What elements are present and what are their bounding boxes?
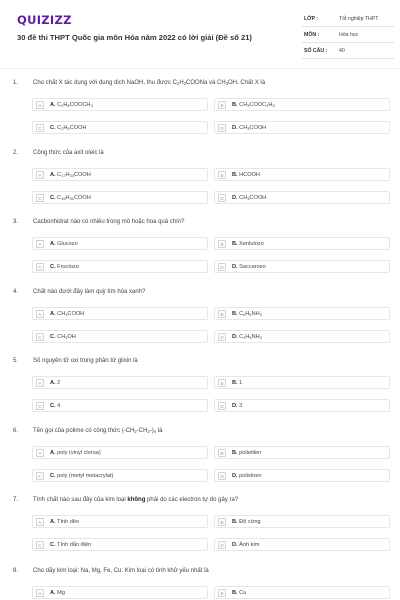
option-text: C. Fructozo [50, 264, 79, 270]
option-c[interactable] [32, 191, 208, 204]
option-text: A. Mg [50, 590, 65, 596]
question-text: Tên gọi của polime có công thức $(-CH_2-CH_2-)_n$ là [33, 428, 163, 434]
option-letter: A [36, 240, 44, 248]
option-letter: D [218, 402, 226, 410]
question-number: 5. [13, 358, 19, 364]
option-text: A. $C_{17}H_{33}COOH$ [50, 172, 91, 178]
option-a[interactable] [32, 586, 208, 599]
question-number: 7. [13, 497, 19, 503]
question-text: Cho chất X tác dụng với dung dịch NaOH, thu được $C_2H_3COONa$ và $CH_3OH$. Chất X là [33, 80, 266, 86]
option-letter: C [36, 263, 44, 271]
option-text: C. $CH_3OH$ [50, 334, 76, 340]
option-letter: B [218, 518, 226, 526]
question-number: 1. [13, 80, 19, 86]
option-text: B. Cu [232, 590, 247, 596]
option-letter: C [36, 194, 44, 202]
option-text: B. 1 [232, 380, 243, 386]
option-d[interactable] [214, 469, 390, 482]
option-b[interactable] [214, 168, 390, 181]
option-letter: D [218, 541, 226, 549]
option-letter: D [218, 194, 226, 202]
meta-value: 40 [339, 48, 345, 54]
question-number: 4. [13, 289, 19, 295]
meta-label: MÔN : [304, 32, 320, 38]
option-letter: A [36, 518, 44, 526]
option-letter: A [36, 310, 44, 318]
option-letter: B [218, 449, 226, 457]
option-c[interactable] [32, 399, 208, 412]
option-text: A. Glucozo [50, 241, 78, 247]
option-text: A. Tính dẻo [50, 519, 80, 525]
option-text: C. Tính dẫn điện [50, 542, 92, 548]
option-letter: B [218, 310, 226, 318]
quizizz-logo: QUIZIZZ [17, 13, 72, 27]
worksheet-header [0, 0, 400, 66]
option-text: B. $C_6H_5NH_2$ [232, 311, 262, 317]
option-letter: D [218, 124, 226, 132]
option-b[interactable] [214, 446, 390, 459]
question-number: 3. [13, 219, 19, 225]
option-letter: A [36, 101, 44, 109]
option-text: D. $C_2H_5NH_2$ [232, 334, 262, 340]
meta-row-subject [302, 27, 394, 43]
option-text: B. HCOOH [232, 172, 260, 178]
option-text: C. $C_2H_5COOH$ [50, 125, 87, 131]
option-letter: B [218, 171, 226, 179]
option-letter: A [36, 171, 44, 179]
meta-value: Tốt nghiệp THPT [339, 16, 379, 22]
option-text: B. polietilen [232, 450, 262, 456]
option-text: D. 3 [232, 403, 243, 409]
option-b[interactable] [214, 586, 390, 599]
option-b[interactable] [214, 307, 390, 320]
question-number: 2. [13, 150, 19, 156]
option-d[interactable] [214, 399, 390, 412]
meta-value: Hóa học [339, 32, 359, 38]
question-text: Công thức của axit oleic là [33, 150, 104, 156]
option-text: D. $CH_3COOH$ [232, 195, 267, 201]
option-text: B. Độ cứng [232, 519, 261, 525]
option-a[interactable] [32, 168, 208, 181]
option-d[interactable] [214, 538, 390, 551]
option-text: D. Saccarozo [232, 264, 266, 270]
option-text: C. 4 [50, 403, 61, 409]
option-text: D. Ánh kim [232, 542, 260, 548]
option-letter: C [36, 402, 44, 410]
meta-label: SỐ CÂU : [304, 48, 328, 54]
option-a[interactable] [32, 376, 208, 389]
option-letter: D [218, 263, 226, 271]
option-letter: A [36, 589, 44, 597]
option-letter: D [218, 333, 226, 341]
option-d[interactable] [214, 260, 390, 273]
option-b[interactable] [214, 376, 390, 389]
option-letter: C [36, 124, 44, 132]
option-a[interactable] [32, 446, 208, 459]
option-letter: C [36, 472, 44, 480]
option-a[interactable] [32, 98, 208, 111]
option-text: B. $CH_3COOC_2H_5$ [232, 102, 275, 108]
header-divider [0, 68, 400, 69]
option-a[interactable] [32, 515, 208, 528]
option-text: C. $C_{15}H_{31}COOH$ [50, 195, 91, 201]
question-text: Chất nào dưới đây làm quỳ tím hóa xanh? [33, 289, 146, 295]
option-letter: C [36, 333, 44, 341]
meta-label: LỚP : [304, 16, 319, 22]
option-text: C. poly (metyl metacrylat) [50, 473, 114, 479]
option-text: D. polistiren [232, 473, 262, 479]
option-letter: B [218, 240, 226, 248]
option-text: A. $C_2H_5COOCH_3$ [50, 102, 93, 108]
question-number: 8. [13, 568, 19, 574]
meta-row-question-count [302, 43, 394, 59]
option-text: A. 2 [50, 380, 61, 386]
worksheet-title: 30 đề thi THPT Quốc gia môn Hóa năm 2022 có lời giải (Đề số 21) [17, 33, 252, 42]
option-c[interactable] [32, 260, 208, 273]
option-text: A. $CH_3COOH$ [50, 311, 85, 317]
option-letter: A [36, 379, 44, 387]
option-letter: B [218, 101, 226, 109]
option-letter: B [218, 589, 226, 597]
question-text: Tính chất nào sau đây của kim loại không phải do các electron tự do gây ra? [33, 497, 239, 503]
option-c[interactable] [32, 121, 208, 134]
option-b[interactable] [214, 237, 390, 250]
meta-row-class [302, 11, 394, 27]
question-number: 6. [13, 428, 19, 434]
option-a[interactable] [32, 307, 208, 320]
option-b[interactable] [214, 515, 390, 528]
option-d[interactable] [214, 191, 390, 204]
option-a[interactable] [32, 237, 208, 250]
option-d[interactable] [214, 330, 390, 343]
option-c[interactable] [32, 330, 208, 343]
option-letter: A [36, 449, 44, 457]
option-letter: D [218, 472, 226, 480]
question-text: Cacbonhidrat nào có nhiều trong mô hoặc hoa quả chín? [33, 219, 185, 225]
option-text: B. Xenlulozo [232, 241, 264, 247]
option-c[interactable] [32, 469, 208, 482]
option-c[interactable] [32, 538, 208, 551]
question-text: Số nguyên tử oxi trong phân tử glixin là [33, 358, 138, 364]
option-letter: B [218, 379, 226, 387]
option-letter: C [36, 541, 44, 549]
option-d[interactable] [214, 121, 390, 134]
option-b[interactable] [214, 98, 390, 111]
question-text: Cho dãy kim loại: Na, Mg, Fe, Cu. Kim loại có tính khử yếu nhất là [33, 568, 209, 574]
option-text: D. $CH_3COOH$ [232, 125, 267, 131]
option-text: A. poly (vinyl clorua) [50, 450, 101, 456]
